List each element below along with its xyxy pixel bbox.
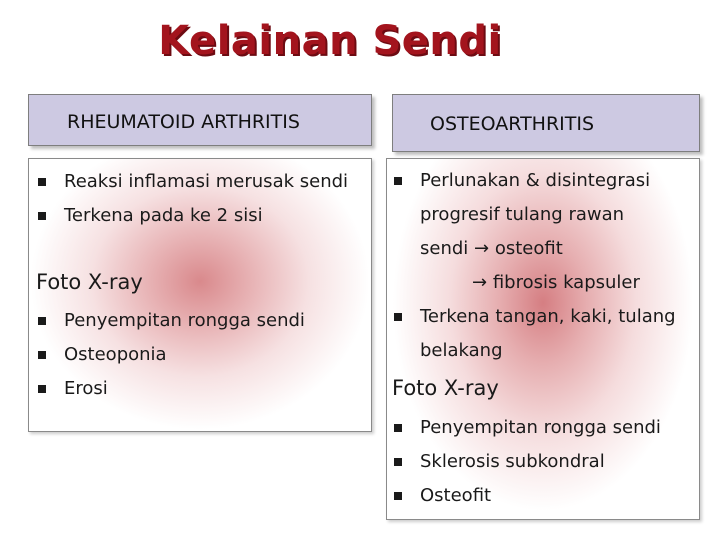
list-item-line bbox=[420, 266, 698, 300]
square-bullet-icon bbox=[394, 458, 402, 466]
list-item-text: Sklerosis subkondral bbox=[420, 451, 605, 472]
arrow-right-icon: → bbox=[472, 272, 488, 293]
left-xray-list bbox=[36, 304, 305, 406]
square-bullet-icon bbox=[394, 177, 402, 185]
list-item bbox=[36, 372, 305, 406]
list-item-text: sendi bbox=[420, 238, 475, 259]
square-bullet-icon bbox=[38, 178, 46, 186]
list-item-text: Osteofit bbox=[420, 485, 492, 506]
list-item-text: Osteoponia bbox=[64, 344, 167, 365]
right-bullet-list bbox=[392, 164, 698, 368]
list-item bbox=[392, 164, 698, 300]
list-item-text: Penyempitan rongga sendi bbox=[64, 310, 305, 331]
list-item-text: Erosi bbox=[64, 378, 108, 399]
list-item-line: Terkena tangan, kaki, tulang bbox=[420, 306, 676, 327]
right-xray-list bbox=[392, 411, 661, 513]
square-bullet-icon bbox=[38, 317, 46, 325]
list-item-text: fibrosis kapsuler bbox=[487, 272, 640, 293]
list-item bbox=[392, 479, 661, 513]
left-xray-heading: Foto X-ray bbox=[36, 270, 143, 294]
list-item-text: Reaksi inflamasi merusak sendi bbox=[64, 171, 349, 192]
square-bullet-icon bbox=[38, 385, 46, 393]
list-item-text: osteofit bbox=[489, 238, 563, 259]
list-item-line: progresif tulang rawan bbox=[420, 204, 625, 225]
list-item bbox=[36, 304, 305, 338]
list-item-line: Perlunakan & disintegrasi bbox=[420, 170, 651, 191]
left-bullet-list bbox=[36, 165, 348, 233]
list-item-text: Terkena pada ke 2 sisi bbox=[64, 205, 263, 226]
list-item bbox=[36, 199, 348, 233]
list-item bbox=[392, 411, 661, 445]
list-item bbox=[36, 165, 348, 199]
header-rheumatoid-arthritis: RHEUMATOID ARTHRITIS bbox=[28, 94, 372, 146]
square-bullet-icon bbox=[394, 492, 402, 500]
list-item bbox=[392, 445, 661, 479]
square-bullet-icon bbox=[394, 424, 402, 432]
list-item bbox=[392, 300, 698, 368]
right-xray-heading: Foto X-ray bbox=[392, 376, 499, 400]
header-osteoarthritis: OSTEOARTHRITIS bbox=[392, 94, 700, 152]
list-item-line: belakang bbox=[420, 340, 503, 361]
list-item-text: Penyempitan rongga sendi bbox=[420, 417, 661, 438]
square-bullet-icon bbox=[38, 212, 46, 220]
slide-title: Kelainan Sendi bbox=[158, 18, 502, 64]
list-item bbox=[36, 338, 305, 372]
square-bullet-icon bbox=[38, 351, 46, 359]
square-bullet-icon bbox=[394, 313, 402, 321]
list-item-line bbox=[420, 232, 698, 266]
arrow-right-icon: → bbox=[474, 238, 490, 259]
